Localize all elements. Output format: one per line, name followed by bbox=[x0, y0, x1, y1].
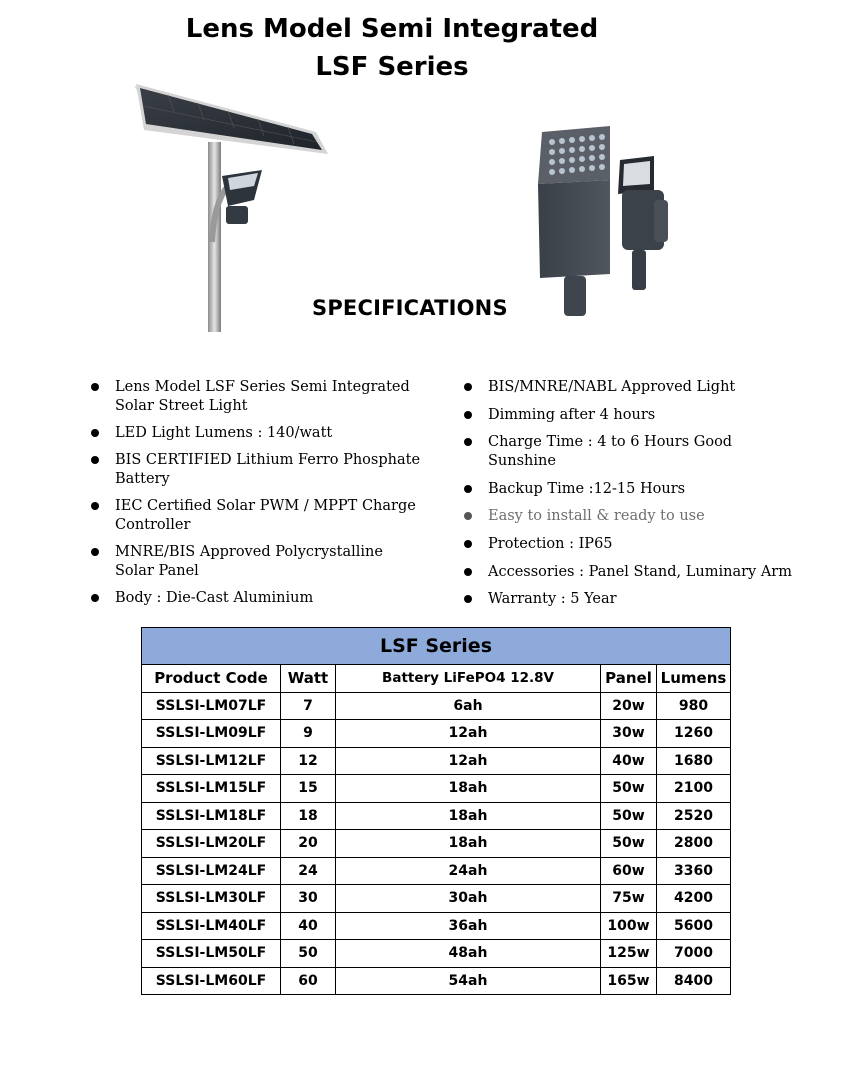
page-title bbox=[0, 10, 784, 86]
table-cell: 75w bbox=[601, 885, 657, 913]
table-cell: 20 bbox=[281, 830, 336, 858]
table-cell: SSLSI-LM24LF bbox=[142, 857, 281, 885]
table-body bbox=[142, 692, 731, 995]
table-cell: 1260 bbox=[657, 720, 731, 748]
column-header: Panel bbox=[601, 665, 657, 693]
table-cell: 2520 bbox=[657, 802, 731, 830]
table-row bbox=[142, 912, 731, 940]
table-cell: SSLSI-LM12LF bbox=[142, 747, 281, 775]
table-row bbox=[142, 940, 731, 968]
spec-item: BIS CERTIFIED Lithium Ferro Phosphate Battery bbox=[91, 451, 421, 489]
table-row bbox=[142, 747, 731, 775]
spec-item: MNRE/BIS Approved Polycrystalline Solar Panel bbox=[91, 543, 421, 581]
table-cell: 50 bbox=[281, 940, 336, 968]
table-cell: 12ah bbox=[336, 747, 601, 775]
table-row bbox=[142, 830, 731, 858]
table-cell: SSLSI-LM40LF bbox=[142, 912, 281, 940]
spec-item: Protection : IP65 bbox=[464, 535, 804, 554]
table-row bbox=[142, 802, 731, 830]
spec-item: Lens Model LSF Series Semi Integrated Solar Street Light bbox=[91, 378, 421, 416]
table-cell: 24 bbox=[281, 857, 336, 885]
table-row bbox=[142, 967, 731, 995]
table-row bbox=[142, 720, 731, 748]
table-cell: 18ah bbox=[336, 830, 601, 858]
table-cell: 36ah bbox=[336, 912, 601, 940]
table-cell: 4200 bbox=[657, 885, 731, 913]
specifications-right-list bbox=[464, 378, 804, 618]
lsf-series-table bbox=[141, 627, 731, 995]
column-header: Lumens bbox=[657, 665, 731, 693]
table-cell: 30ah bbox=[336, 885, 601, 913]
table-cell: SSLSI-LM60LF bbox=[142, 967, 281, 995]
table-cell: 40w bbox=[601, 747, 657, 775]
column-header: Battery LiFePO4 12.8V bbox=[336, 665, 601, 693]
table-cell: 54ah bbox=[336, 967, 601, 995]
spec-item: Easy to install & ready to use bbox=[464, 507, 804, 526]
table-cell: 50w bbox=[601, 830, 657, 858]
table-cell: 9 bbox=[281, 720, 336, 748]
table-cell: SSLSI-LM07LF bbox=[142, 692, 281, 720]
table-cell: 30w bbox=[601, 720, 657, 748]
table-cell: 7000 bbox=[657, 940, 731, 968]
table-cell: 24ah bbox=[336, 857, 601, 885]
table-row bbox=[142, 692, 731, 720]
table-header-row bbox=[142, 665, 731, 693]
table-cell: 165w bbox=[601, 967, 657, 995]
table-cell: 18ah bbox=[336, 802, 601, 830]
table-cell: SSLSI-LM30LF bbox=[142, 885, 281, 913]
table-row bbox=[142, 775, 731, 803]
table-cell: 1680 bbox=[657, 747, 731, 775]
column-header: Watt bbox=[281, 665, 336, 693]
table-cell: 2100 bbox=[657, 775, 731, 803]
spec-item: LED Light Lumens : 140/watt bbox=[91, 424, 421, 443]
table-cell: 18 bbox=[281, 802, 336, 830]
table-cell: 60 bbox=[281, 967, 336, 995]
solar-street-light-pole-image bbox=[128, 82, 334, 332]
table-cell: SSLSI-LM09LF bbox=[142, 720, 281, 748]
table-cell: 48ah bbox=[336, 940, 601, 968]
spec-item: Body : Die-Cast Aluminium bbox=[91, 589, 421, 608]
table-cell: SSLSI-LM20LF bbox=[142, 830, 281, 858]
table-cell: 40 bbox=[281, 912, 336, 940]
table-cell: 30 bbox=[281, 885, 336, 913]
table-row bbox=[142, 857, 731, 885]
table-cell: SSLSI-LM18LF bbox=[142, 802, 281, 830]
title-line-1: Lens Model Semi Integrated bbox=[185, 14, 599, 44]
table-cell: 18ah bbox=[336, 775, 601, 803]
spec-item: IEC Certified Solar PWM / MPPT Charge Controller bbox=[91, 497, 421, 535]
title-line-2: LSF Series bbox=[315, 52, 469, 82]
table-cell: 5600 bbox=[657, 912, 731, 940]
table-cell: SSLSI-LM50LF bbox=[142, 940, 281, 968]
table-cell: 12ah bbox=[336, 720, 601, 748]
spec-item: Accessories : Panel Stand, Luminary Arm bbox=[464, 563, 804, 582]
table-cell: 8400 bbox=[657, 967, 731, 995]
spec-item: Charge Time : 4 to 6 Hours Good Sunshine bbox=[464, 433, 804, 471]
table-cell: 125w bbox=[601, 940, 657, 968]
table-cell: 60w bbox=[601, 857, 657, 885]
table-cell: 15 bbox=[281, 775, 336, 803]
table-cell: 50w bbox=[601, 775, 657, 803]
table-title: LSF Series bbox=[142, 628, 731, 665]
spec-item: Warranty : 5 Year bbox=[464, 590, 804, 609]
table-cell: 100w bbox=[601, 912, 657, 940]
spec-item: Dimming after 4 hours bbox=[464, 406, 804, 425]
table-cell: 50w bbox=[601, 802, 657, 830]
table-cell: SSLSI-LM15LF bbox=[142, 775, 281, 803]
table-cell: 2800 bbox=[657, 830, 731, 858]
table-cell: 6ah bbox=[336, 692, 601, 720]
specifications-heading: SPECIFICATIONS bbox=[312, 296, 508, 320]
table-cell: 12 bbox=[281, 747, 336, 775]
table-row bbox=[142, 885, 731, 913]
spec-item: Backup Time :12-15 Hours bbox=[464, 480, 804, 499]
table-cell: 7 bbox=[281, 692, 336, 720]
specifications-left-list bbox=[91, 378, 421, 616]
table-cell: 20w bbox=[601, 692, 657, 720]
column-header: Product Code bbox=[142, 665, 281, 693]
table-cell: 3360 bbox=[657, 857, 731, 885]
spec-item: BIS/MNRE/NABL Approved Light bbox=[464, 378, 804, 397]
table-cell: 980 bbox=[657, 692, 731, 720]
led-luminaire-image bbox=[526, 124, 686, 320]
